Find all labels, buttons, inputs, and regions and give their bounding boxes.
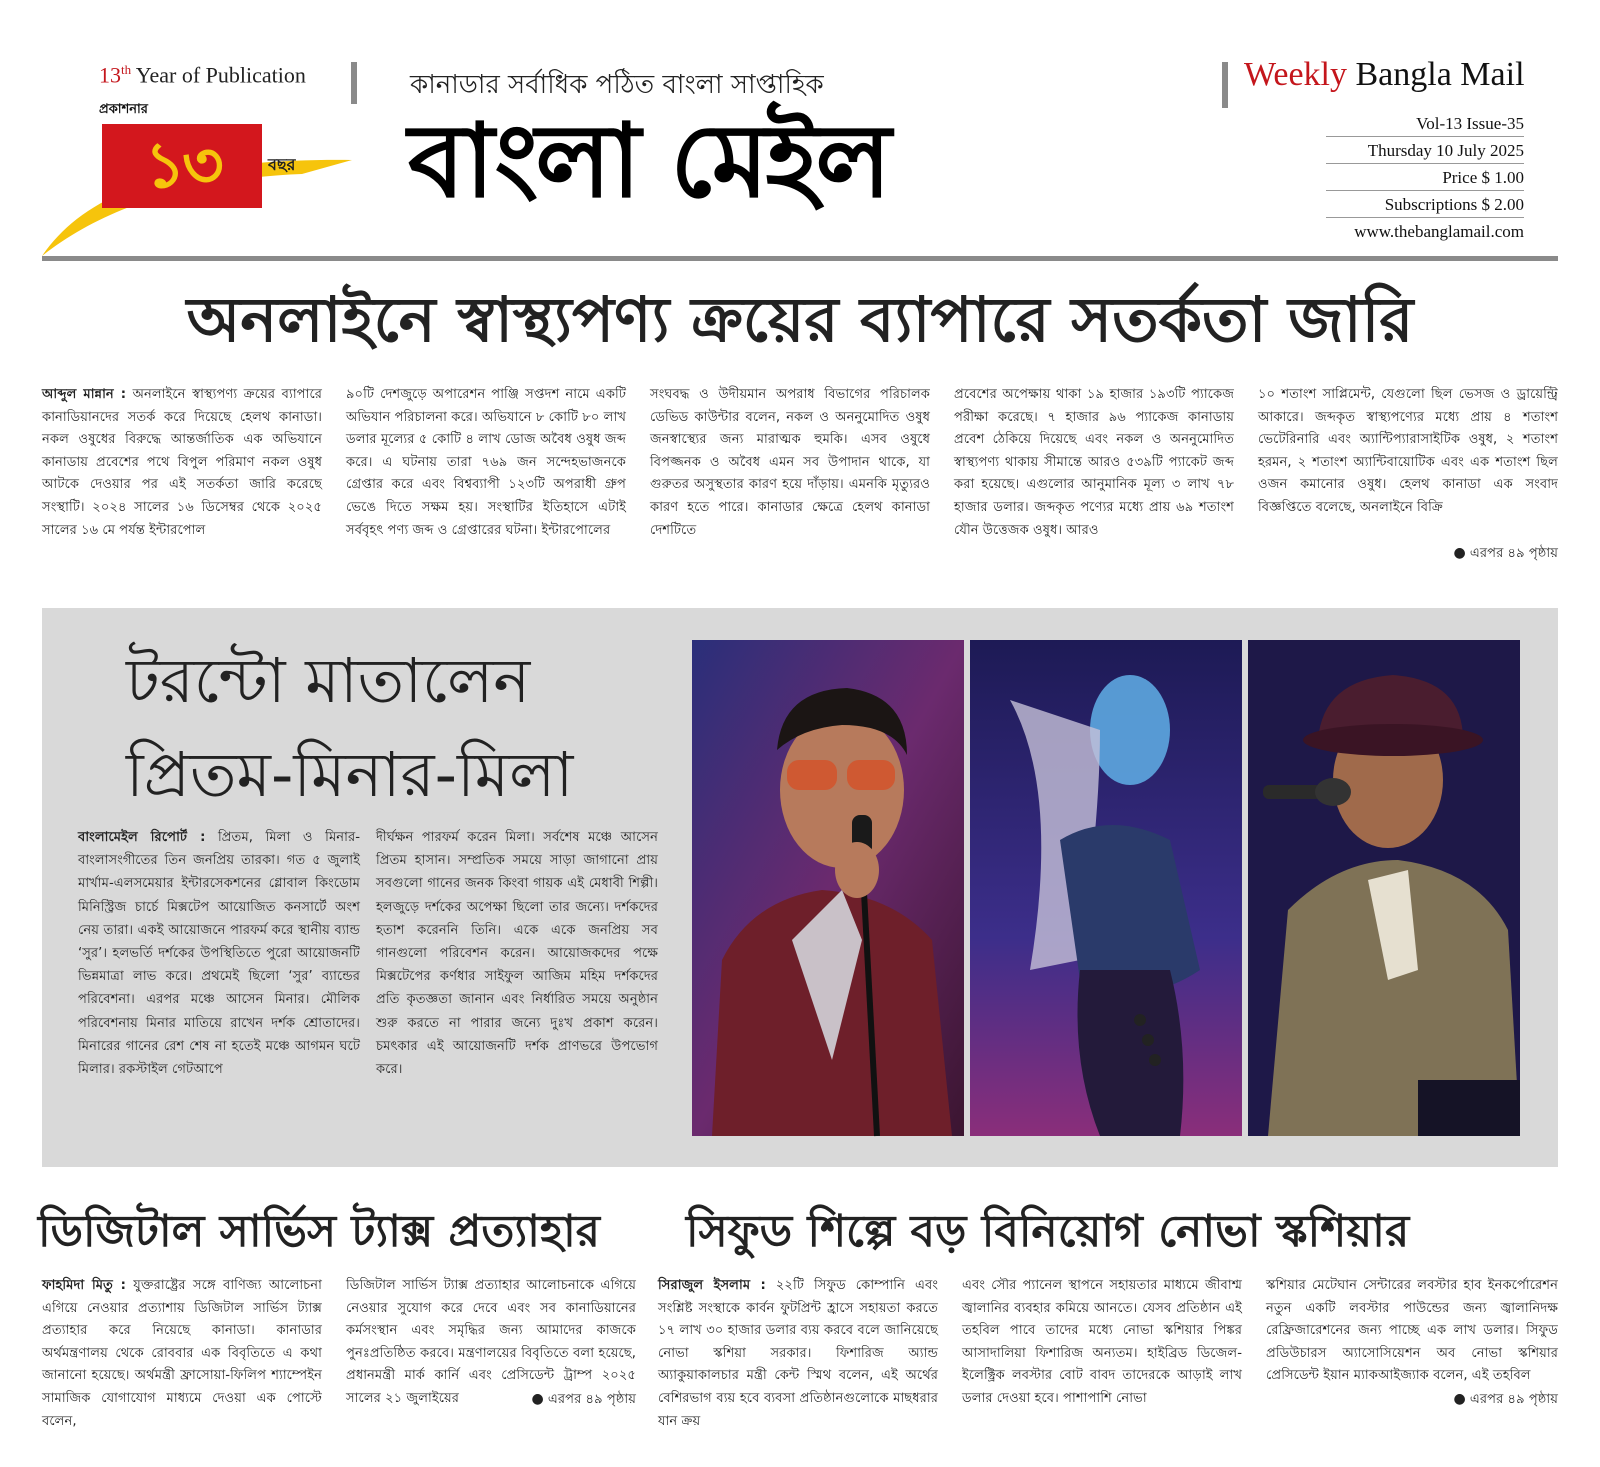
feature-block: [42, 608, 1558, 1167]
photo-pritom: [692, 640, 964, 1136]
lead-story-body: [42, 384, 1558, 566]
lead-column-2-text: ৯০টি দেশজুড়ে অপারেশন পাঞ্জি সপ্তদশ নামে একটি অভিযান পরিচালনা করে। অভিযানে ৮ কোটি ৮০ লাখ ডলার মূল্যের ৫ কোটি ৪ লাখ ডোজ অবৈধ ওষুধ জব্দ করে। এ ঘটনায় তারা ৭৬৯ জন সন্দেহভাজনকে গ্রেপ্তার করে এবং বিশ্বব্যাপী ১২৩টি অপরাধী গ্রুপ ভেঙে দিতে সক্ষম হয়। সংস্থাটির ইতিহাসে এটাই সর্ববৃহৎ পণ্য জব্দ ও গ্রেপ্তারের ঘটনা। ইন্টারপোলের: [346, 387, 626, 538]
feature-headline-line-1: টরন্টো মাতালেন: [126, 644, 531, 717]
tax-byline: ফাহমিদা মিতু :: [42, 1278, 126, 1293]
masthead-divider-left: [351, 62, 357, 104]
issue-meta: [1326, 110, 1524, 244]
lead-column-4-text: প্রবেশের অপেক্ষায় থাকা ১৯ হাজার ১৯৩টি প্যাকেজ পরীক্ষা করেছে। ৭ হাজার ৯৬ প্যাকেজ কানাডায় প্রবেশ ঠেকিয়ে দিয়েছে এবং নকল ও অননুমোদিত স্বাস্থ্যপণ্য থাকায় সীমান্তে আরও ৫৩৯টি প্যাকেট জব্দ করা হয়েছে। এগুলোর আনুমানিক মূল্য ৩ লাখ ৭৮ হাজার ডলার। জব্দকৃত পণ্যের মধ্যে প্রায় ৬৯ শতাংশ যৌন উত্তেজক ওষুধ। আরও: [954, 387, 1234, 538]
lead-column-1: [42, 384, 322, 566]
feature-byline: বাংলামেইল রিপোর্ট :: [78, 830, 206, 845]
lead-column-5: [1258, 384, 1558, 566]
photo-mila: [970, 640, 1242, 1136]
lead-headline: অনলাইনে স্বাস্থ্যপণ্য ক্রয়ের ব্যাপারে সতর্কতা জারি: [186, 283, 1414, 356]
lead-column-2: [346, 384, 626, 566]
photo-minar: [1248, 640, 1520, 1136]
english-title-name: Bangla Mail: [1347, 56, 1525, 93]
anniversary-logo-number: ১৩: [102, 124, 262, 208]
tax-jump-text: এরপর ৪৯ পৃষ্ঠায়: [547, 1392, 636, 1407]
lead-column-3: [650, 384, 930, 566]
masthead-rule: [42, 256, 1558, 261]
feature-column-1: [78, 826, 360, 1126]
website-link[interactable]: www.thebanglamail.com: [1354, 222, 1524, 241]
seafood-column-1: [658, 1275, 938, 1435]
lead-byline: আব্দুল মান্নান :: [42, 387, 127, 402]
seafood-headline: সিফুড শিল্পে বড় বিনিয়োগ নোভা স্কশিয়ার: [686, 1206, 1410, 1257]
masthead: [42, 52, 1558, 262]
feature-headline: [126, 634, 573, 822]
seafood-jump-text: এরপর ৪৯ পৃষ্ঠায়: [1469, 1392, 1558, 1407]
tagline: কানাডার সর্বাধিক পঠিত বাংলা সাপ্তাহিক: [410, 70, 824, 100]
tax-column-1: [42, 1275, 322, 1435]
seafood-column-2-text: এবং সৌর প্যানেল স্থাপনে সহায়তার মাধ্যমে জীবাশ্ম জ্বালানির ব্যবহার কমিয়ে আনতে। যেসব প্রতিষ্ঠান এই তহবিল পাবে তাদের মধ্যে নোভা স্কশিয়ার পিঙ্কর আসাদালিয়া ফিশারিজ অন্যতম। হাইব্রিড ডিজেল-ইলেক্ট্রিক লবস্টার বোট বাবদ তাদেরকে আড়াই লাখ ডলার দেওয়া হবে। পাশাপাশি নোভা: [962, 1278, 1242, 1406]
seafood-byline: সিরাজুল ইসলাম :: [658, 1278, 766, 1293]
lead-column-3-text: সংঘবদ্ধ ও উদীয়মান অপরাধ বিভাগের পরিচালক ডেভিড কাউন্টার বলেন, নকল ও অননুমোদিত ওষুধ জনস্বাস্থ্যের জন্য মারাত্মক হুমকি। এসব ওষুধে বিপজ্জনক ও অবৈধ এমন সব উপাদান থাকে, যা গুরুতর অসুস্থতার কারণ হয়ে দাঁড়ায়। এমনকি মৃত্যুরও কারণ হতে পারে। কানাডার ক্ষেত্রে হেলথ কানাডা দেশটিতে: [650, 387, 930, 538]
tax-column-2: [346, 1275, 636, 1435]
english-title: [1244, 56, 1525, 94]
seafood-column-2: [962, 1275, 1242, 1435]
lead-column-4: [954, 384, 1234, 566]
seafood-jump-link[interactable]: ● এরপর ৪৯ পৃষ্ঠায়: [1453, 1391, 1558, 1407]
lead-column-5-text: ১০ শতাংশ সাপ্লিমেন্ট, যেগুলো ছিল ভেসজ ও ড্রায়েন্ট্রি আকারে। জব্দকৃত স্বাস্থ্যপণ্যের মধ্যে প্রায় ৪ শতাংশ ভেটেরিনারি এবং অ্যান্টিপ্যারাসাইটিক ওষুধ, ২ শতাংশ হরমন, ২ শতাংশ অ্যান্টিবায়োটিক এবং এক শতাংশ ছিল ওজন কমানোর ওষুধ। হেলথ কানাডা এক সংবাদ বিজ্ঞপ্তিতে বলেছে, অনলাইনে বিক্রি: [1258, 387, 1558, 515]
feature-column-2-text: দীর্ঘক্ষন পারফর্ম করেন মিলা। সর্বশেষ মঞ্চে আসেন প্রিতম হাসান। সম্প্রতিক সময়ে সাড়া জাগানো প্রায় সবগুলো গানের জনক কিংবা গায়ক এই মেধাবী শিল্পী। হলজুড়ে দর্শকের অপেক্ষা ছিলো তার জন্যে। দর্শকদের হতাশ করেননি তিনি। একে একে জনপ্রিয় সব গানগুলো পরিবেশন করেন। আয়োজকদের পক্ষে মিক্সটেপের কর্ণধার সাইফুল আজিম মহিম দর্শকদের প্রতি কৃতজ্ঞতা জানান এবং নির্ধারিত সময়ে অনুষ্ঠান শুরু করতে না পারার জন্যে দুঃখ প্রকাশ করেন। চমৎকার এই আয়োজনটি দর্শক প্রাণভরে উপভোগ করে।: [376, 830, 658, 1078]
tax-headline: ডিজিটাল সার্ভিস ট্যাক্স প্রত্যাহার: [38, 1206, 600, 1257]
year-text: Year of Publication: [131, 62, 306, 88]
tax-column-1-text: যুক্তরাষ্ট্রের সঙ্গে বাণিজ্য আলোচনা এগিয়ে নেওয়ার প্রত্যাশায় ডিজিটাল সার্ভিস ট্যাক্স প্রত্যাহার করে নিয়েছে কানাডা। কানাডার অর্থমন্ত্রণালয় থেকে রোববার এক বিবৃতিতে এ কথা জানানো হয়েছে। অর্থমন্ত্রী ফ্রাসোয়া-ফিলিপ শ্যাম্পেইন সামাজিক যোগাযোগ মাধ্যমে দেওয়া এক পোস্টে বলেন,: [42, 1278, 322, 1429]
feature-column-2: [376, 826, 658, 1126]
tax-story-body: [42, 1275, 636, 1435]
lead-jump-text: এরপর ৪৯ পৃষ্ঠায়: [1469, 546, 1558, 561]
tax-jump-link[interactable]: ● এরপর ৪৯ পৃষ্ঠায়: [531, 1391, 636, 1407]
nameplate-logo: বাংলা মেইল: [408, 102, 889, 221]
publication-label: প্রকাশনার: [99, 102, 148, 117]
issue-subscriptions: Subscriptions $ 2.00: [1326, 191, 1524, 218]
year-suffix: th: [121, 62, 132, 77]
year-of-publication: [99, 62, 306, 88]
anniversary-logo-word: বছর: [268, 155, 296, 174]
issue-date: Thursday 10 July 2025: [1326, 137, 1524, 164]
issue-volume: Vol-13 Issue-35: [1326, 110, 1524, 137]
year-number: 13: [99, 62, 121, 88]
lead-jump-link[interactable]: ● এরপর ৪৯ পৃষ্ঠায়: [1453, 545, 1558, 561]
seafood-story-body: [658, 1275, 1558, 1435]
feature-column-1-text: প্রিতম, মিলা ও মিনার-বাংলাসংগীতের তিন জনপ্রিয় তারকা। গত ৫ জুলাই মার্খাম-এলসমেয়ার ইন্টারসেকশনের গ্লোবাল কিংডোম মিনিস্ট্রিজ চার্চে মিক্সটেপ আয়োজিত কনসার্টে অংশ নেয় তারা। একই আয়োজনে পারফর্ম করে স্থানীয় ব্যান্ড ‘সুর’। হলভর্তি দর্শকের উপস্থিতিতে পুরো আয়োজনটি ভিন্নমাত্রা লাভ করে। প্রথমেই ছিলো ‘সুর’ ব্যান্ডের পরিবেশনা। এরপর মঞ্চে আসেন মিনার। মৌলিক পরিবেশনায় মিনার মাতিয়ে রাখেন দর্শক শ্রোতাদের। মিনারের গানের রেশ শেষ না হতেই মঞ্চে আগমন ঘটে মিলার। রকস্টাইল গেটআপে: [78, 830, 360, 1078]
english-title-weekly: Weekly: [1244, 56, 1347, 93]
feature-headline-line-2: প্রিতম-মিনার-মিলা: [126, 738, 574, 811]
masthead-divider-right: [1222, 62, 1228, 108]
seafood-column-3-text: স্কশিয়ার মেটেঘান সেন্টারের লবস্টার হাব ইনকর্পোরেশন নতুন একটি লবস্টার পাউন্ডের জন্য জ্বালানিদক্ষ রেফ্রিজারেশনের জন্য পাচ্ছে এক লাখ ডলার। সিফুড প্রডিউচারস অ্যাসোসিয়েশন অব নোভা স্কশিয়ার প্রেসিডেন্ট ইয়ান ম্যাকআইজ্যাক বলেন, এই তহবিল: [1266, 1278, 1558, 1384]
lead-column-1-text: অনলাইনে স্বাস্থ্যপণ্য ক্রয়ের ব্যাপারে কানাডিয়ানদের সতর্ক করে দিয়েছে হেলথ কানাডা। নকল ওষুধের বিরুদ্ধে আন্তর্জাতিক এক অভিযানে কানাডায় প্রবেশের পথে বিপুল পরিমাণ নকল ওষুধ আটকে দেওয়ার পর এই সতর্কতা জারি করেছে সংস্থাটি। ২০২৪ সালের ১৬ ডিসেম্বর থেকে ২০২৫ সালের ১৬ মে পর্যন্ত ইন্টারপোল: [42, 387, 322, 538]
issue-price: Price $ 1.00: [1326, 164, 1524, 191]
seafood-column-3: [1266, 1275, 1558, 1435]
tax-column-2-text: ডিজিটাল সার্ভিস ট্যাক্স প্রত্যাহার আলোচনাকে এগিয়ে নেওয়ার সুযোগ করে দেবে এবং সব কানাডিয়ানের কর্মসংস্থান এবং সমৃদ্ধির জন্য আমাদের কাজকে পুনঃপ্রতিষ্ঠিত করবে। মন্ত্রণালয়ের বিবৃতিতে বলা হয়েছে, প্রধানমন্ত্রী মার্ক কার্নি এবং প্রেসিডেন্ট ট্রাম্প ২০২৫ সালের ২১ জুলাইয়ের: [346, 1278, 636, 1406]
seafood-column-1-text: ২২টি সিফুড কোম্পানি এবং সংশ্লিষ্ট সংস্থাকে কার্বন ফুটপ্রিন্ট হ্রাসে সহায়তা করতে ১৭ লাখ ৩০ হাজার ডলার ব্যয় করবে বলে জানিয়েছে নোভা স্কশিয়া সরকার। ফিশারিজ অ্যান্ড অ্যাকুয়াকালচার মন্ত্রী কেন্ট স্মিথ বলেন, এই অর্থের বেশিরভাগ ব্যয় হবে ব্যবসা প্রতিষ্ঠানগুলোকে মাছধরার যান ক্রয়: [658, 1278, 938, 1429]
